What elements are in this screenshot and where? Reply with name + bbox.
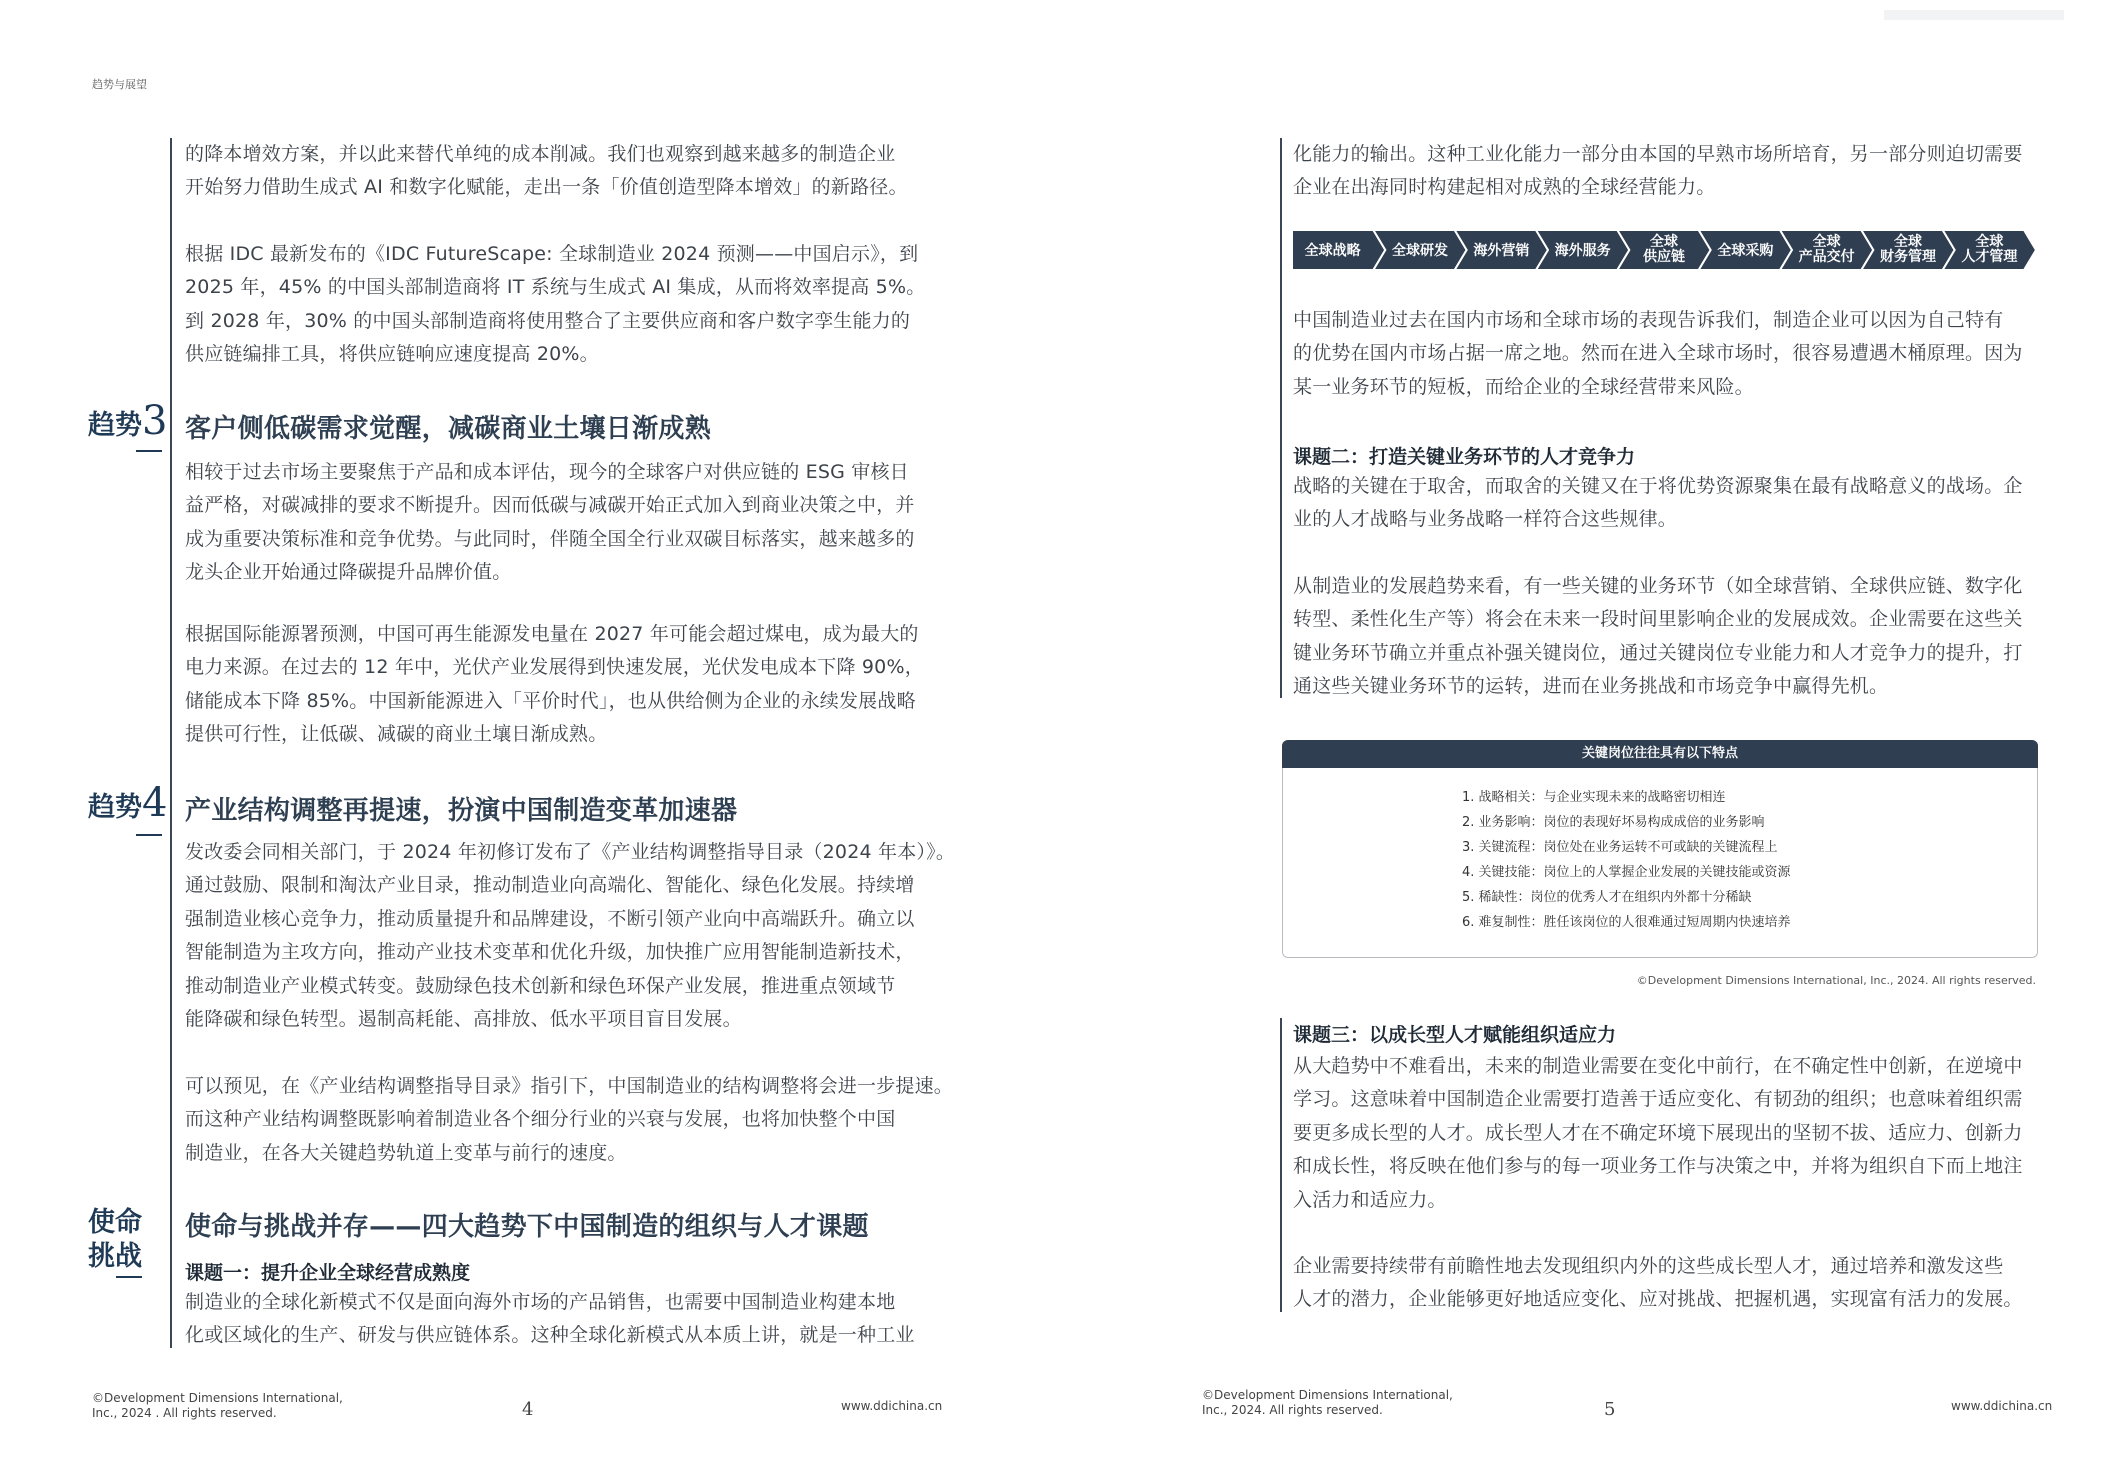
chevron-label: 海外营销	[1473, 243, 1530, 259]
left-intro-para-1	[185, 138, 908, 205]
list-item: 4. 关键技能：岗位上的人掌握企业发展的关键技能或资源	[1462, 865, 1791, 880]
text-line: 从制造业的发展趋势来看，有一些关键的业务环节（如全球营销、全球供应链、数字化	[1293, 575, 2023, 597]
text-line: 推动制造业产业模式转变。鼓励绿色技术创新和绿色环保产业发展，推进重点领域节	[185, 974, 896, 997]
chevron-label-line: 财务管理	[1880, 249, 1936, 265]
text-line: 通这些关键业务环节的运转，进而在业务挑战和市场竞争中赢得先机。	[1293, 675, 1889, 698]
text-line: 人才的潜力，企业能够更好地适应变化、应对挑战、把握机遇，实现富有活力的发展。	[1293, 1288, 2023, 1311]
chevron-label: 海外服务	[1554, 243, 1611, 259]
text-line: 企业需要持续带有前瞻性地去发现组织内外的这些成长型人才，通过培养和激发这些	[1293, 1255, 2004, 1277]
text-line: 从大趋势中不难看出，未来的制造业需要在变化中前行，在不确定性中创新，在逆境中	[1293, 1055, 2023, 1077]
right-footer-copyright	[1202, 1388, 1453, 1418]
left-footer-url[interactable]: www.ddichina.cn	[841, 1399, 943, 1413]
text-line: 开始努力借助生成式 AI 和数字化赋能，走出一条「价值创造型降本增效」的新路径。	[185, 176, 908, 199]
text-line: 化或区域化的生产、研发与供应链体系。这种全球化新模式从本质上讲，就是一种工业	[185, 1324, 915, 1347]
mission-underline	[116, 1276, 142, 1278]
trend-label: 趋势	[88, 792, 142, 823]
trend-4-para-1	[185, 836, 955, 1036]
copyright-line: Inc., 2024. All rights reserved.	[1202, 1403, 1383, 1417]
chevron-label: 全球研发	[1392, 243, 1448, 259]
text-line: 转型、柔性化生产等）将会在未来一段时间里影响企业的发展成效。企业需要在这些关	[1293, 608, 2023, 631]
right-para-2	[1293, 304, 2023, 404]
trend-label: 趋势	[88, 410, 142, 441]
text-line: 相较于过去市场主要聚焦于产品和成本评估，现今的全球客户对供应链的 ESG 审核日	[185, 461, 909, 483]
text-line: 龙头企业开始通过降碳提升品牌价值。	[185, 561, 512, 584]
chevron-label-line: 全球	[1812, 234, 1841, 250]
topic-2-heading: 课题二：打造关键业务环节的人才竞争力	[1293, 446, 1636, 468]
text-line: 2025 年，45% 的中国头部制造商将 IT 系统与生成式 AI 集成，从而将效率提高 5%。	[185, 276, 926, 299]
chevron-label: 全球战略	[1304, 243, 1361, 259]
chevron-label-line: 全球	[1650, 234, 1678, 250]
text-line: 智能制造为主攻方向，推动产业技术变革和优化升级，加快推广应用智能制造新技术，	[185, 941, 915, 964]
mission-tag-line: 挑战	[88, 1241, 142, 1272]
text-line: 的优势在国内市场占据一席之地。然而在进入全球市场时，很容易遭遇木桶原理。因为	[1293, 342, 2023, 365]
trend-4-tag	[88, 780, 168, 826]
left-margin-rule	[170, 138, 172, 1348]
list-item: 6. 难复制性：胜任该岗位的人很难通过短周期内快速培养	[1462, 915, 1791, 930]
text-line: 可以预见，在《产业结构调整指导目录》指引下，中国制造业的结构调整将会进一步提速。	[185, 1075, 954, 1097]
trend-3-title: 客户侧低碳需求觉醒，减碳商业土壤日渐成熟	[185, 414, 712, 444]
text-line: 的降本增效方案，并以此来替代单纯的成本削减。我们也观察到越来越多的制造企业	[185, 143, 896, 165]
copyright-line: ©Development Dimensions International,	[1202, 1388, 1453, 1402]
text-line: 强制造业核心竞争力，推动质量提升和品牌建设，不断引领产业向中高端跃升。确立以	[185, 907, 915, 930]
copyright-line: ©Development Dimensions International,	[92, 1391, 343, 1405]
text-line: 根据国际能源署预测，中国可再生能源发电量在 2027 年可能会超过煤电，成为最大的	[185, 623, 919, 645]
topic-1-para	[185, 1286, 915, 1353]
right-para-3	[1293, 470, 2023, 537]
chevron-label-line: 全球	[1894, 234, 1922, 250]
left-intro-para-2	[185, 238, 925, 372]
right-footer-url[interactable]: www.ddichina.cn	[1951, 1399, 2053, 1413]
right-page-number: 5	[1604, 1399, 1616, 1420]
trend-4-para-2	[185, 1070, 953, 1170]
text-line: 入活力和适应力。	[1293, 1188, 1447, 1211]
copyright-line: Inc., 2024 . All rights reserved.	[92, 1406, 277, 1420]
text-line: 储能成本下降 85%。中国新能源进入「平价时代」，也从供给侧为企业的永续发展战略	[185, 689, 916, 712]
trend-3-para-2	[185, 618, 924, 752]
text-line: 通过鼓励、限制和淘汰产业目录，推动制造业向高端化、智能化、绿色化发展。持续增	[185, 874, 915, 897]
list-item: 3. 关键流程：岗位处在业务运转不可或缺的关键流程上	[1462, 840, 1778, 855]
text-line: 发改委会同相关部门，于 2024 年初修订发布了《产业结构调整指导目录（2024 年本）》。	[185, 841, 956, 863]
right-margin-rule-top	[1280, 138, 1282, 698]
text-line: 根据 IDC 最新发布的《IDC FutureScape: 全球制造业 2024 预测——中国启示》，到	[185, 243, 919, 265]
text-line: 提供可行性，让低碳、减碳的商业土壤日渐成熟。	[185, 723, 608, 746]
text-line: 战略的关键在于取舍，而取舍的关键又在于将优势资源聚集在最有战略意义的战场。企	[1293, 475, 2023, 497]
text-line: 学习。这意味着中国制造企业需要打造善于适应变化、有韧劲的组织；也意味着组织需	[1293, 1088, 2023, 1111]
text-line: 制造业的全球化新模式不仅是面向海外市场的产品销售，也需要中国制造业构建本地	[185, 1291, 896, 1313]
text-line: 企业在出海同时构建起相对成熟的全球经营能力。	[1293, 176, 1716, 199]
topic-1-heading: 课题一：提升企业全球经营成熟度	[185, 1262, 471, 1284]
right-margin-rule-bottom	[1280, 1018, 1282, 1312]
trend-number: 4	[142, 780, 168, 826]
text-line: 而这种产业结构调整既影响着制造业各个细分行业的兴衰与发展，也将加快整个中国	[185, 1108, 896, 1131]
chevron-label: 全球采购	[1717, 243, 1774, 259]
trend-3-tag	[88, 398, 168, 444]
right-para-6	[1293, 1250, 2023, 1317]
mission-tag-line: 使命	[88, 1207, 142, 1238]
text-line: 益严格，对碳减排的要求不断提升。因而低碳与减碳开始正式加入到商业决策之中，并	[185, 494, 915, 517]
text-line: 和成长性，将反映在他们参与的每一项业务工作与决策之中，并将为组织自下而上地注	[1293, 1155, 2023, 1178]
chevron-label-line: 全球	[1975, 234, 2004, 250]
text-line: 能降碳和绿色转型。遏制高耗能、高排放、低水平项目盲目发展。	[185, 1008, 742, 1031]
left-footer-copyright	[92, 1391, 343, 1421]
decorative-mark	[1884, 6, 2064, 24]
text-line: 化能力的输出。这种工业化能力一部分由本国的早熟市场所培育，另一部分则迫切需要	[1293, 143, 2023, 165]
text-line: 业的人才战略与业务战略一样符合这些规律。	[1293, 508, 1678, 531]
trend-4-title: 产业结构调整再提速，扮演中国制造变革加速器	[185, 796, 738, 826]
text-line: 中国制造业过去在国内市场和全球市场的表现告诉我们，制造企业可以因为自己特有	[1293, 309, 2004, 331]
text-line: 键业务环节确立并重点补强关键岗位，通过关键岗位专业能力和人才竞争力的提升，打	[1293, 641, 2023, 664]
text-line: 成为重要决策标准和竞争优势。与此同时，伴随全国全行业双碳目标落实，越来越多的	[185, 527, 915, 550]
text-line: 电力来源。在过去的 12 年中，光伏产业发展得到快速发展，光伏发电成本下降 90%，	[185, 656, 924, 679]
trend-underline	[136, 834, 162, 836]
text-line: 要更多成长型的人才。成长型人才在不确定环境下展现出的坚韧不拔、适应力、创新力	[1293, 1121, 2023, 1144]
key-positions-list	[1462, 785, 1791, 935]
text-line: 某一业务环节的短板，而给企业的全球经营带来风险。	[1293, 375, 1754, 398]
box-credit: ©Development Dimensions International, Inc., 2024. All rights reserved.	[1636, 974, 2036, 987]
topic-3-heading: 课题三：以成长型人才赋能组织适应力	[1293, 1024, 1617, 1046]
trend-number: 3	[142, 398, 168, 444]
right-intro-para	[1293, 138, 2023, 205]
text-line: 制造业，在各大关键趋势轨道上变革与前行的速度。	[185, 1141, 627, 1164]
list-item: 1. 战略相关：与企业实现未来的战略密切相连	[1462, 790, 1726, 805]
list-item: 2. 业务影响：岗位的表现好坏易构成成倍的业务影响	[1462, 815, 1765, 830]
chevron-label-line: 产品交付	[1798, 249, 1855, 265]
key-positions-box-title: 关键岗位往往具有以下特点	[1282, 740, 2038, 768]
text-line: 到 2028 年，30% 的中国头部制造商将使用整合了主要供应商和客户数字孪生能力的	[185, 309, 911, 332]
right-para-4	[1293, 570, 2023, 704]
trend-3-para-1	[185, 456, 915, 590]
chevron-label-line: 人才管理	[1961, 249, 2018, 265]
right-para-5	[1293, 1050, 2023, 1217]
text-line: 供应链编排工具，将供应链响应速度提高 20%。	[185, 343, 599, 366]
mission-tag	[88, 1206, 142, 1274]
list-item: 5. 稀缺性：岗位的优秀人才在组织内外都十分稀缺	[1462, 890, 1752, 905]
running-header: 趋势与展望	[92, 78, 147, 91]
mission-title: 使命与挑战并存——四大趋势下中国制造的组织与人才课题	[185, 1212, 869, 1242]
chevron-label-line: 供应链	[1643, 249, 1685, 265]
trend-underline	[136, 450, 162, 452]
business-chain-chevrons	[1292, 230, 2036, 270]
left-page-number: 4	[522, 1399, 534, 1420]
